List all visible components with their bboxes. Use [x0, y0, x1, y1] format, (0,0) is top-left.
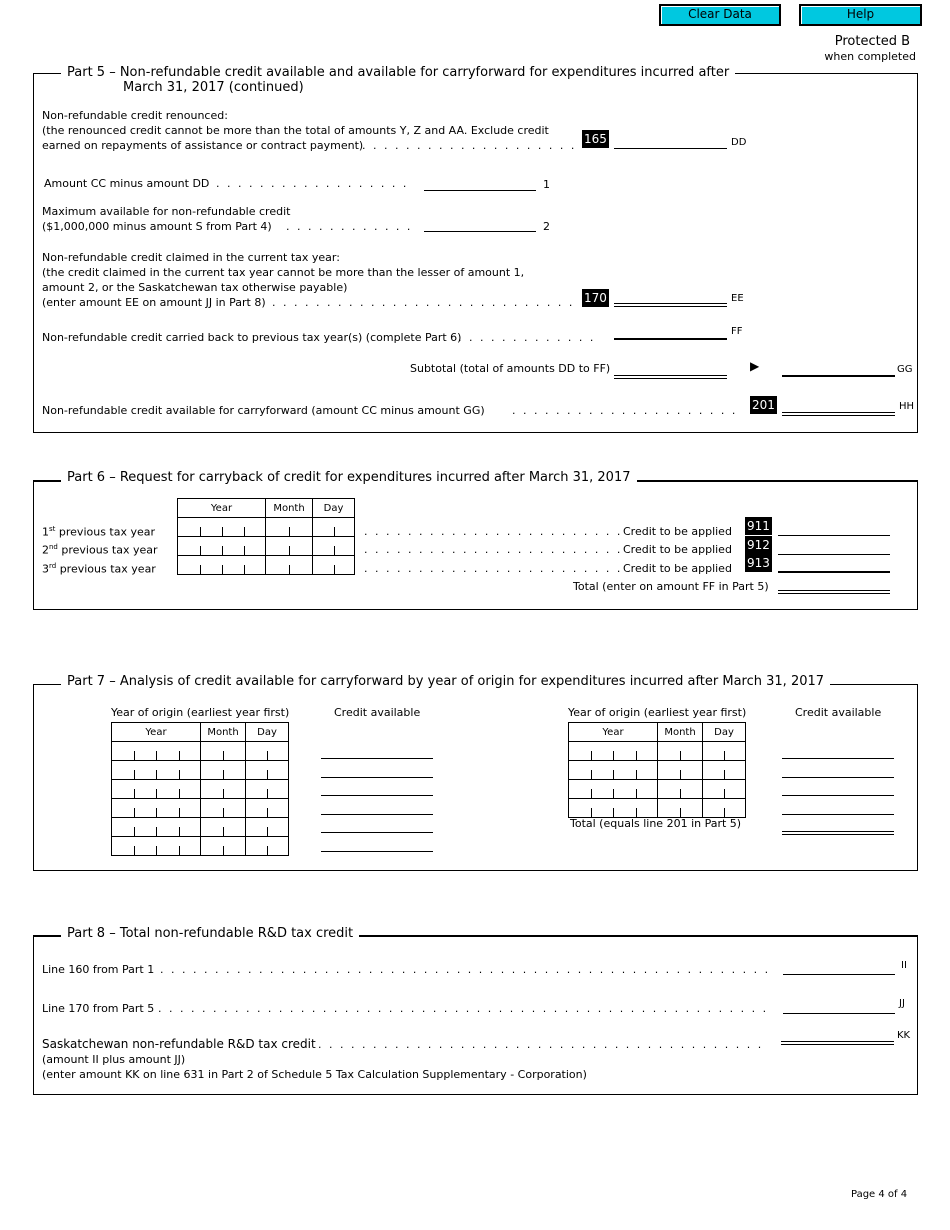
leader-dots	[512, 404, 738, 417]
year-input[interactable]	[569, 799, 658, 818]
letter-dd: DD	[731, 137, 747, 148]
credit-available-field[interactable]	[321, 758, 433, 759]
day-input[interactable]	[246, 818, 289, 837]
credit-label-1: Credit to be applied	[623, 525, 732, 538]
carryback-date-table	[177, 498, 355, 575]
line-code-911: 911	[747, 519, 770, 533]
ff-label: Non-refundable credit carried back to previous tax year(s) (complete Part 6)	[42, 331, 462, 344]
kk-text-3: (enter amount KK on line 631 in Part 2 of Schedule 5 Tax Calculation Supplementary - Corporation)	[42, 1068, 587, 1081]
table-row	[569, 742, 746, 761]
ii-label: Line 160 from Part 1	[42, 963, 155, 976]
amount-gg-field[interactable]	[782, 375, 895, 377]
month-input[interactable]	[266, 537, 313, 556]
table-row	[112, 780, 289, 799]
credit-available-field[interactable]	[321, 777, 433, 778]
table-row	[112, 818, 289, 837]
part6-total-field[interactable]	[778, 590, 890, 594]
line-code-165: 165	[584, 132, 607, 146]
col-month: Month	[658, 723, 703, 742]
line2-text-1: Maximum available for non-refundable credit	[42, 205, 291, 218]
row-label-2: 2nd previous tax year	[42, 543, 158, 557]
year-input[interactable]	[178, 518, 266, 537]
line-code-170: 170	[584, 291, 607, 305]
month-input[interactable]	[266, 518, 313, 537]
month-input[interactable]	[201, 818, 246, 837]
kk-text-2: (amount II plus amount JJ)	[42, 1053, 186, 1066]
table-row	[112, 761, 289, 780]
day-input[interactable]	[246, 780, 289, 799]
col-year: Year	[178, 499, 266, 518]
table-row	[569, 780, 746, 799]
leader-dots	[318, 1038, 768, 1051]
table-row	[112, 799, 289, 818]
line-number-2: 2	[543, 220, 550, 233]
line-number-1: 1	[543, 178, 550, 191]
origin-table-right	[568, 722, 746, 818]
origin-header-left: Year of origin (earliest year first)	[111, 706, 290, 719]
day-input[interactable]	[313, 556, 355, 575]
amount-1-field[interactable]	[424, 190, 536, 191]
amount-kk-field[interactable]	[781, 1041, 894, 1045]
leader-dots	[286, 220, 412, 233]
day-input[interactable]	[246, 761, 289, 780]
page-number: Page 4 of 4	[851, 1189, 908, 1200]
credit-available-field[interactable]	[321, 851, 433, 852]
day-input[interactable]	[313, 518, 355, 537]
year-input[interactable]	[569, 742, 658, 761]
day-input[interactable]	[703, 780, 746, 799]
letter-ee: EE	[731, 293, 744, 304]
origin-table-left	[111, 722, 289, 856]
gg-label: Subtotal (total of amounts DD to FF)	[410, 362, 611, 375]
part6-total-label: Total (enter on amount FF in Part 5)	[573, 580, 769, 593]
clear-data-button[interactable]: Clear Data	[659, 4, 781, 26]
amount-ff-field[interactable]	[614, 338, 727, 340]
leader-dots	[160, 963, 768, 976]
row-label-1: 1st previous tax year	[42, 525, 156, 539]
ee-text-4: (enter amount EE on amount JJ in Part 8)	[42, 296, 266, 309]
credit-header-left: Credit available	[334, 706, 421, 719]
amount-jj-field[interactable]	[783, 1013, 895, 1014]
day-input[interactable]	[313, 537, 355, 556]
day-input[interactable]	[246, 799, 289, 818]
row-label-3: 3rd previous tax year	[42, 562, 156, 576]
col-day: Day	[246, 723, 289, 742]
year-input[interactable]	[112, 799, 201, 818]
origin-header-right: Year of origin (earliest year first)	[568, 706, 747, 719]
letter-hh: HH	[899, 401, 915, 412]
credit-911-field[interactable]	[778, 535, 890, 536]
year-input[interactable]	[112, 780, 201, 799]
leader-dots	[362, 139, 574, 152]
month-input[interactable]	[201, 742, 246, 761]
month-input[interactable]	[658, 780, 703, 799]
line1-label: Amount CC minus amount DD	[44, 177, 210, 190]
line-code-913: 913	[747, 556, 770, 570]
dd-text-2: (the renounced credit cannot be more than the total of amounts Y, Z and AA. Exclude credit	[42, 124, 549, 137]
amount-2-field[interactable]	[424, 231, 536, 232]
day-input[interactable]	[246, 742, 289, 761]
letter-ff: FF	[731, 326, 743, 337]
line-code-201: 201	[752, 398, 775, 412]
leader-dots	[458, 331, 596, 344]
table-row	[569, 761, 746, 780]
leader-dots	[364, 562, 620, 575]
amount-dd-field[interactable]	[614, 148, 727, 149]
table-row	[112, 837, 289, 856]
year-input[interactable]	[112, 837, 201, 856]
col-year: Year	[112, 723, 201, 742]
credit-available-field[interactable]	[782, 758, 894, 759]
kk-text-1: Saskatchewan non-refundable R&D tax credit	[42, 1037, 316, 1051]
month-input[interactable]	[658, 742, 703, 761]
credit-label-2: Credit to be applied	[623, 543, 732, 556]
leader-dots	[216, 177, 412, 190]
col-month: Month	[266, 499, 313, 518]
part7-title: Part 7 – Analysis of credit available for carryforward by year of origin for expenditures incurred after March 31, 2017	[61, 674, 830, 689]
leader-dots	[364, 543, 620, 556]
line-code-912: 912	[747, 538, 770, 552]
credit-available-field[interactable]	[321, 795, 433, 796]
protected-label: Protected B	[834, 34, 910, 49]
year-input[interactable]	[112, 742, 201, 761]
month-input[interactable]	[658, 799, 703, 818]
help-button[interactable]: Help	[799, 4, 922, 26]
arrow-right-icon: ▶	[750, 359, 760, 373]
table-row	[112, 742, 289, 761]
part5-title: Part 5 – Non-refundable credit available and available for carryforward for expenditures incurred after March 31, 2017 (continued)	[61, 65, 735, 95]
month-input[interactable]	[201, 837, 246, 856]
month-input[interactable]	[201, 799, 246, 818]
month-input[interactable]	[201, 761, 246, 780]
leader-dots	[272, 296, 574, 309]
year-input[interactable]	[178, 556, 266, 575]
credit-available-field[interactable]	[782, 795, 894, 796]
credit-912-field[interactable]	[778, 554, 890, 555]
hh-label: Non-refundable credit available for carryforward (amount CC minus amount GG)	[42, 404, 485, 417]
col-month: Month	[201, 723, 246, 742]
leader-dots	[364, 525, 620, 538]
ee-text-3: amount 2, or the Saskatchewan tax otherwise payable)	[42, 281, 348, 294]
day-input[interactable]	[703, 761, 746, 780]
col-day: Day	[313, 499, 355, 518]
credit-available-field[interactable]	[321, 832, 433, 833]
part7-total-field[interactable]	[782, 831, 894, 835]
ee-text-1: Non-refundable credit claimed in the current tax year:	[42, 251, 340, 264]
year-input[interactable]	[569, 780, 658, 799]
leader-dots	[158, 1002, 768, 1015]
credit-label-3: Credit to be applied	[623, 562, 732, 575]
year-input[interactable]	[178, 537, 266, 556]
year-input[interactable]	[112, 818, 201, 837]
subtotal-field[interactable]	[614, 375, 727, 379]
dd-text-1: Non-refundable credit renounced:	[42, 109, 228, 122]
credit-913-field[interactable]	[778, 571, 890, 573]
when-completed-label: when completed	[824, 50, 916, 63]
amount-hh-field[interactable]	[782, 412, 895, 416]
letter-jj: JJ	[899, 998, 905, 1009]
letter-kk: KK	[897, 1030, 911, 1041]
dd-text-3: earned on repayments of assistance or contract payment)	[42, 139, 364, 152]
col-year: Year	[569, 723, 658, 742]
month-input[interactable]	[658, 761, 703, 780]
credit-available-field[interactable]	[782, 777, 894, 778]
credit-available-field[interactable]	[782, 814, 894, 815]
amount-ee-field[interactable]	[614, 303, 727, 307]
year-input[interactable]	[112, 761, 201, 780]
month-input[interactable]	[201, 780, 246, 799]
col-day: Day	[703, 723, 746, 742]
amount-ii-field[interactable]	[783, 974, 895, 975]
day-input[interactable]	[246, 837, 289, 856]
letter-ii: II	[901, 960, 907, 971]
month-input[interactable]	[266, 556, 313, 575]
table-row	[569, 799, 746, 818]
day-input[interactable]	[703, 799, 746, 818]
part6-title: Part 6 – Request for carryback of credit for expenditures incurred after March 31, 2017	[61, 470, 637, 485]
year-input[interactable]	[569, 761, 658, 780]
ee-text-2: (the credit claimed in the current tax year cannot be more than the lesser of amount 1,	[42, 266, 525, 279]
credit-header-right: Credit available	[795, 706, 882, 719]
day-input[interactable]	[703, 742, 746, 761]
part8-title: Part 8 – Total non-refundable R&D tax credit	[61, 926, 359, 941]
credit-available-field[interactable]	[321, 814, 433, 815]
jj-label: Line 170 from Part 5	[42, 1002, 155, 1015]
line2-text-2: ($1,000,000 minus amount S from Part 4)	[42, 220, 272, 233]
letter-gg: GG	[897, 364, 913, 375]
part7-total-label: Total (equals line 201 in Part 5)	[570, 817, 742, 830]
